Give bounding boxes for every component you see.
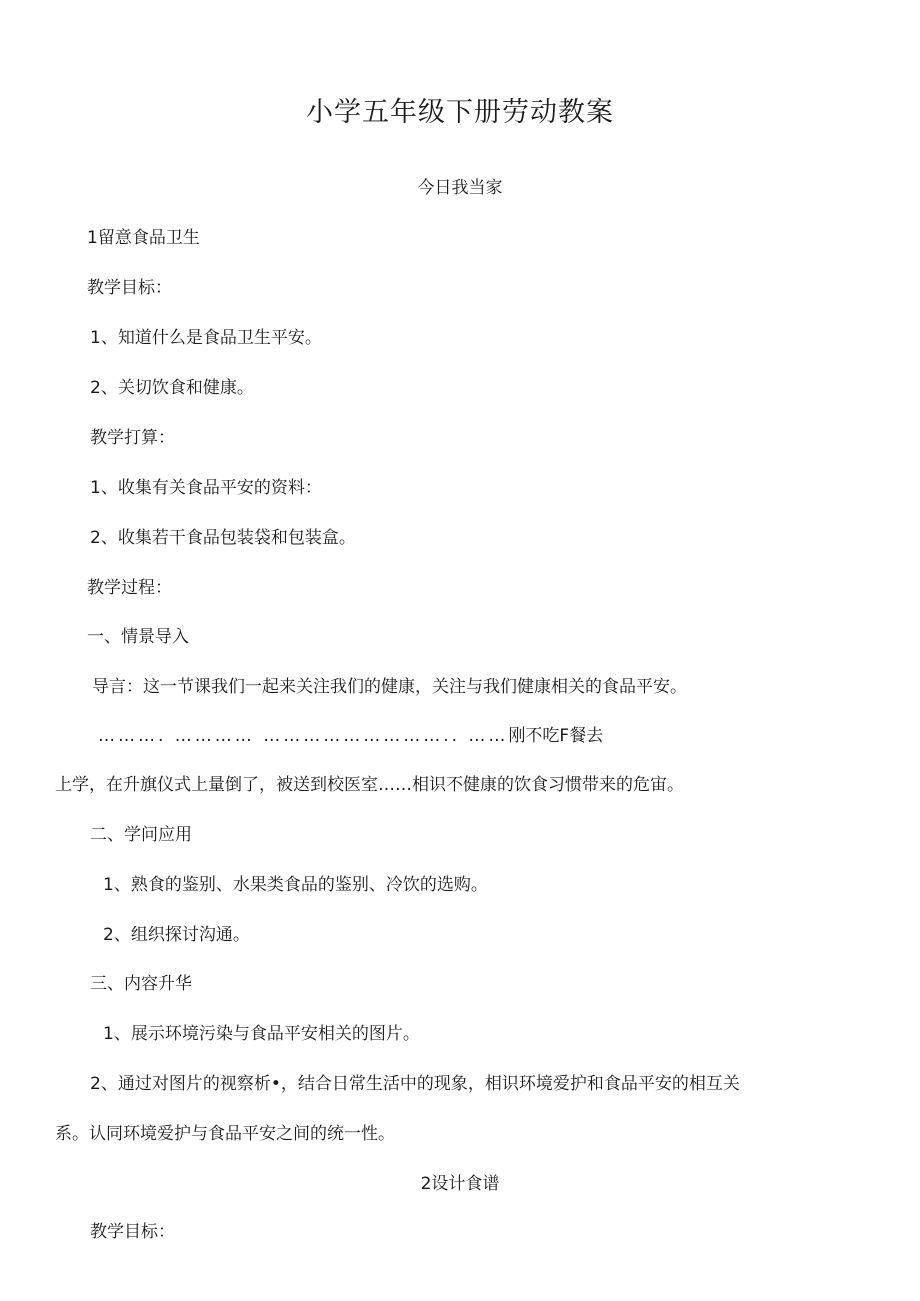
objective-item-2: 2、关切饮食和健康。: [90, 378, 254, 398]
preparation-label: 教学打算：: [90, 428, 175, 448]
intro-continuation: 上学，在升旗仪式上量倒了，被送到校医室……相识不健康的饮食习惯带来的危宙。: [55, 775, 684, 795]
step-heading-knowledge: 二、学问应用: [90, 825, 192, 845]
intro-paragraph: 导言：这一节课我们一起来关注我们的健康，关注与我们健康相关的食品平安。: [92, 677, 687, 697]
preparation-item-1: 1、收集有关食品平安的资料：: [90, 478, 322, 498]
objectives-label-2: 教学目标：: [90, 1222, 175, 1242]
objective-item-1: 1、知道什么是食品卫生平安。: [90, 328, 322, 348]
knowledge-item-1: 1、熟食的鉴别、水果类食品的鉴别、冷饮的选购。: [103, 875, 488, 895]
ellipsis-dots: ………. ………… ……………………….. ……: [98, 726, 509, 746]
sublimation-item-2-line-2: 系。认同环境爱护与食品平安之间的统一性。: [55, 1124, 395, 1144]
document-title: 小学五年级下册劳动教案: [306, 97, 614, 128]
process-label: 教学过程：: [87, 578, 172, 598]
sublimation-item-2-line-1: 2、通过对图片的视察析•，结合日常生活中的现象，相识环境爱护和食品平安的相互关: [90, 1074, 740, 1094]
ellipsis-line-text: 刚不吃F餐去: [508, 726, 604, 746]
sublimation-item-1: 1、展示环境污染与食品平安相关的图片。: [103, 1024, 420, 1044]
section-heading-menu-design: 2设计食谱: [420, 1174, 500, 1194]
preparation-item-2: 2、收集若干食品包装袋和包装盒。: [90, 528, 356, 548]
objectives-label: 教学目标：: [87, 278, 172, 298]
section-heading-food-hygiene: 1留意食品卫生: [87, 228, 200, 248]
ellipsis-line: [98, 724, 603, 748]
step-heading-intro: 一、情景导入: [87, 627, 189, 647]
document-subtitle: 今日我当家: [417, 178, 503, 198]
knowledge-item-2: 2、组织探讨沟通。: [103, 925, 250, 945]
step-heading-sublimation: 三、内容升华: [90, 974, 192, 994]
